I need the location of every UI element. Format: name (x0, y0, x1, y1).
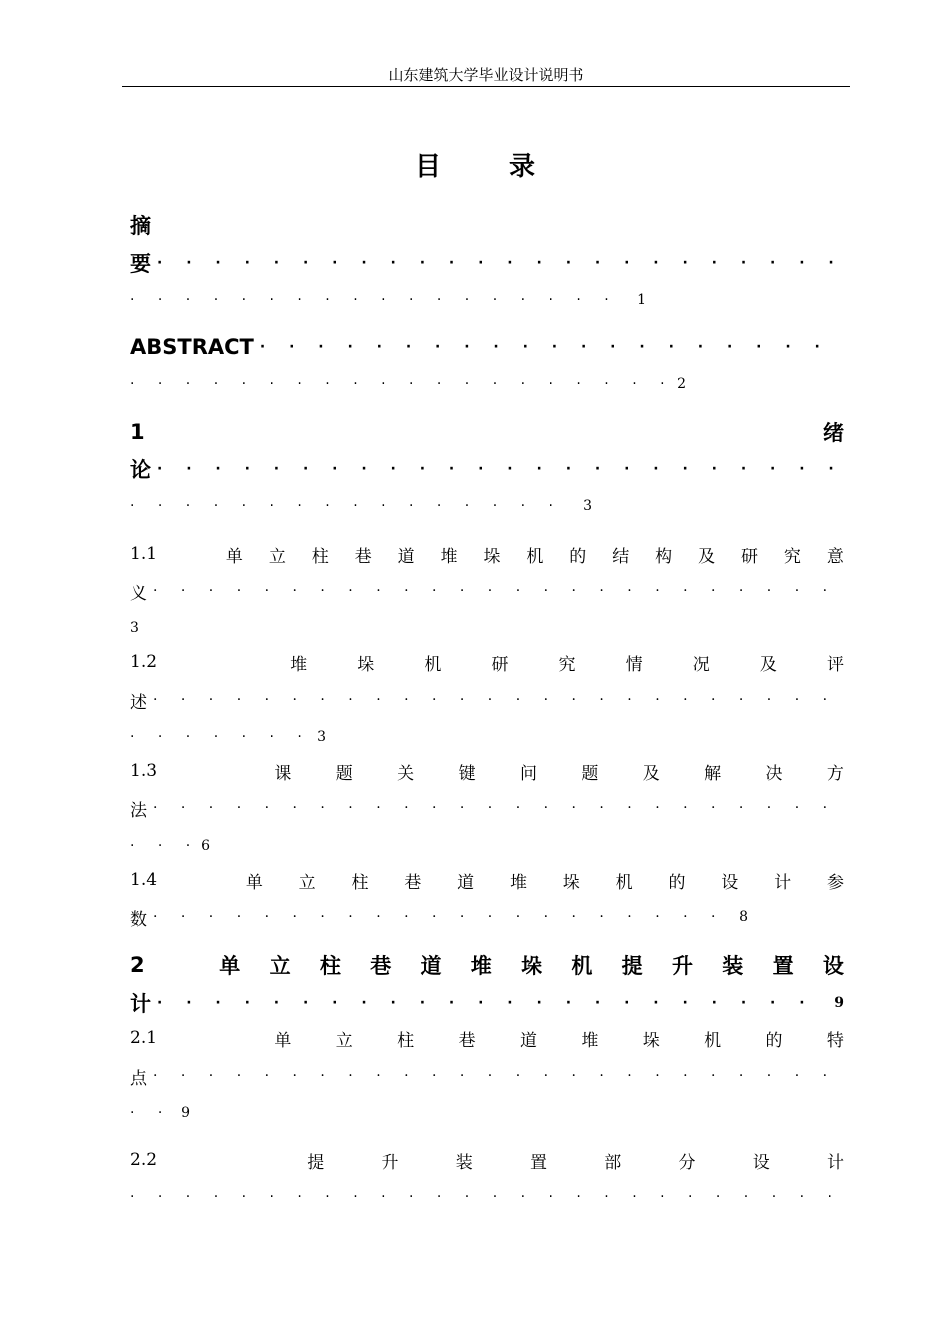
toc-page-number: 3 (317, 729, 326, 745)
toc-line[interactable] (130, 452, 844, 486)
toc-char: 要 (130, 252, 151, 276)
toc-word: 参 (826, 872, 844, 893)
toc-word: 的 (668, 872, 686, 893)
toc-line[interactable] (130, 1180, 844, 1214)
toc-word: 单 (219, 954, 241, 978)
toc-page-number: 9 (181, 1105, 190, 1121)
toc-page-number: 3 (130, 620, 139, 636)
toc-word: 立 (268, 546, 286, 567)
toc-char: 绪 (823, 421, 844, 445)
toc-word: 堆 (509, 872, 527, 893)
toc-line[interactable] (130, 283, 646, 317)
toc-word: 立 (269, 954, 291, 978)
toc-word: 特 (826, 1030, 844, 1051)
toc-word: 课 (274, 763, 292, 784)
toc-page-number: 9 (834, 995, 844, 1011)
toc-word: 设 (752, 1152, 770, 1173)
toc-word: 垛 (357, 654, 375, 675)
toc-leader (130, 729, 311, 745)
toc-word: 设 (822, 954, 844, 978)
toc-leader (130, 1105, 175, 1121)
title-char: 录 (509, 152, 536, 182)
toc-word: 装 (455, 1152, 473, 1173)
toc-line[interactable] (130, 1021, 844, 1055)
title-char: 目 (414, 152, 441, 182)
toc-number: 2.1 (130, 1028, 158, 1048)
running-header: 山东建筑大学毕业设计说明书 (122, 64, 850, 87)
toc-word: 道 (420, 954, 442, 978)
toc-line[interactable] (130, 948, 844, 982)
toc-word: 数 (130, 909, 147, 930)
toc-word: 法 (130, 800, 147, 821)
toc-word: 意 (826, 546, 844, 567)
toc-word: 升 (381, 1152, 399, 1173)
toc-word: 柱 (397, 1030, 415, 1051)
toc-word: 的 (569, 546, 587, 567)
toc-line[interactable] (130, 246, 844, 280)
toc-word: 计 (827, 1152, 844, 1173)
toc-word: 机 (526, 546, 544, 567)
toc-number: 2.2 (130, 1150, 158, 1170)
toc-line[interactable] (130, 863, 844, 897)
toc-word: 单 (274, 1030, 292, 1051)
toc-page-number: 3 (583, 498, 592, 514)
toc-line[interactable] (130, 1059, 844, 1093)
toc-number: 1.3 (130, 761, 158, 781)
toc-word: 柱 (351, 872, 369, 893)
toc-word: 机 (615, 872, 633, 893)
toc-word: 究 (558, 654, 576, 675)
toc-line[interactable] (130, 489, 592, 523)
toc-word: 计 (130, 992, 151, 1016)
toc-word: 决 (765, 763, 783, 784)
toc-leader (157, 995, 828, 1011)
toc-word: 巷 (370, 954, 392, 978)
toc-word: 堆 (470, 954, 492, 978)
toc-leader (130, 498, 577, 514)
toc-line[interactable] (130, 645, 844, 679)
toc-word: 点 (130, 1068, 147, 1089)
toc-page-number: 6 (201, 838, 210, 854)
toc-char: 论 (130, 458, 151, 482)
toc-word: 问 (519, 763, 537, 784)
toc-line[interactable] (130, 900, 748, 934)
toc-word: 垛 (562, 872, 580, 893)
toc-leader (157, 255, 844, 271)
toc-line[interactable] (130, 986, 844, 1020)
toc-number: 1.2 (130, 652, 158, 672)
toc-word: 道 (457, 872, 475, 893)
toc-word: 义 (130, 583, 147, 604)
toc-line[interactable] (130, 208, 844, 242)
toc-word: 巷 (458, 1030, 476, 1051)
toc-word: 机 (704, 1030, 722, 1051)
toc-leader (130, 1189, 844, 1205)
toc-page-number: 8 (739, 909, 748, 925)
toc-leader (260, 339, 844, 355)
toc-word: 方 (826, 763, 844, 784)
toc-number: 2 (130, 953, 145, 977)
toc-number: 1 (130, 420, 145, 444)
toc-leader (153, 800, 844, 816)
toc-line[interactable] (130, 829, 210, 863)
toc-word: 巷 (404, 872, 422, 893)
toc-word: 立 (298, 872, 316, 893)
toc-word: 究 (783, 546, 801, 567)
toc-word: 单 (245, 872, 263, 893)
toc-word: 研 (491, 654, 509, 675)
toc-number: 1.1 (130, 544, 158, 564)
toc-word: 研 (740, 546, 758, 567)
toc-leader (130, 376, 671, 392)
toc-line[interactable] (130, 537, 844, 571)
toc-word: 垛 (521, 954, 543, 978)
toc-title (0, 146, 950, 183)
toc-word: 置 (530, 1152, 547, 1173)
toc-word: 评 (826, 654, 844, 675)
toc-leader (153, 692, 844, 708)
toc-word: 分 (678, 1152, 696, 1173)
toc-word: 道 (519, 1030, 537, 1051)
toc-line[interactable] (130, 683, 844, 717)
toc-word: 装 (722, 954, 744, 978)
toc-word: 垛 (642, 1030, 660, 1051)
toc-line[interactable] (130, 1096, 190, 1130)
toc-word: 单 (225, 546, 243, 567)
toc-line[interactable] (130, 367, 686, 401)
toc-word: 结 (612, 546, 630, 567)
toc-line[interactable] (130, 611, 844, 645)
toc-line[interactable] (130, 720, 326, 754)
toc-line[interactable] (130, 415, 844, 449)
toc-leader (153, 909, 733, 925)
toc-word: 堆 (440, 546, 458, 567)
toc-word: 题 (335, 763, 353, 784)
toc-word: 置 (772, 954, 794, 978)
toc-line[interactable] (130, 330, 844, 364)
toc-word: 提 (621, 954, 643, 978)
toc-word: 机 (571, 954, 593, 978)
toc-word: 题 (581, 763, 599, 784)
toc-line[interactable] (130, 1143, 844, 1177)
toc-leader (153, 1068, 844, 1084)
toc-word: 及 (759, 654, 777, 675)
toc-word: 情 (625, 654, 643, 675)
toc-word: 柱 (319, 954, 341, 978)
toc-word: 构 (655, 546, 673, 567)
toc-word: 道 (397, 546, 415, 567)
toc-word: 键 (458, 763, 476, 784)
toc-word: 解 (704, 763, 722, 784)
toc-word: 机 (424, 654, 442, 675)
toc-word: 垛 (483, 546, 501, 567)
toc-leader (130, 838, 195, 854)
toc-line[interactable] (130, 791, 844, 825)
toc-word: 及 (642, 763, 660, 784)
toc-word: 关 (397, 763, 415, 784)
toc-word: 堆 (290, 654, 308, 675)
toc-word: 部 (604, 1152, 622, 1173)
toc-word: 及 (698, 546, 716, 567)
toc-word: 的 (765, 1030, 783, 1051)
toc-number: 1.4 (130, 870, 158, 890)
toc-word: 计 (774, 872, 792, 893)
toc-label: ABSTRACT (130, 335, 254, 359)
toc-leader (153, 583, 844, 599)
toc-word: 述 (130, 692, 147, 713)
toc-page-number: 2 (677, 376, 686, 392)
toc-word: 升 (671, 954, 693, 978)
toc-char: 摘 (130, 214, 151, 238)
toc-word: 设 (721, 872, 739, 893)
toc-word: 堆 (581, 1030, 599, 1051)
toc-word: 柱 (311, 546, 329, 567)
toc-leader (130, 292, 631, 308)
toc-word: 巷 (354, 546, 372, 567)
toc-line[interactable] (130, 574, 844, 608)
toc-page-number: 1 (637, 292, 646, 308)
toc-word: 立 (335, 1030, 353, 1051)
toc-word: 提 (307, 1152, 325, 1173)
toc-leader (157, 461, 844, 477)
toc-line[interactable] (130, 754, 844, 788)
toc-word: 况 (692, 654, 710, 675)
